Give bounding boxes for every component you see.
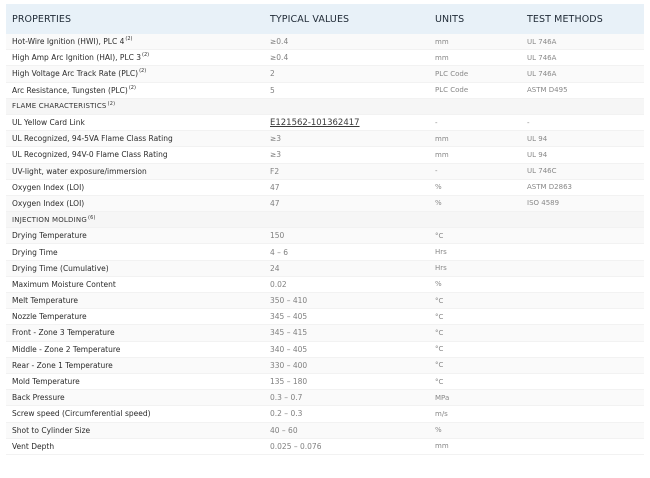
section-header-row	[6, 212, 644, 228]
typical-value-cell: 330 – 400	[264, 357, 429, 373]
unit-cell: °C	[429, 341, 521, 357]
property-cell	[6, 293, 264, 309]
table-row	[6, 114, 644, 130]
typical-value-cell[interactable]	[264, 114, 429, 130]
unit-cell: °C	[429, 293, 521, 309]
property-name: Drying Time (Cumulative)	[12, 263, 109, 273]
table-row	[6, 422, 644, 438]
unit-cell: Hrs	[429, 260, 521, 276]
test-method-cell: ASTM D495	[521, 82, 644, 98]
property-name: Oxygen Index (LOI)	[12, 198, 85, 208]
header-properties: PROPERTIES	[6, 4, 264, 34]
property-cell	[6, 390, 264, 406]
property-name: UL Recognized, 94V-0 Flame Class Rating	[12, 150, 168, 160]
property-cell	[6, 50, 264, 66]
test-method-cell	[521, 276, 644, 292]
unit-cell: mm	[429, 34, 521, 50]
table-row	[6, 131, 644, 147]
property-cell	[6, 179, 264, 195]
typical-value-cell: 2	[264, 66, 429, 82]
section-title	[6, 212, 644, 228]
footnote-marker: (6)	[87, 214, 96, 221]
property-cell	[6, 373, 264, 389]
test-method-cell: ISO 4589	[521, 195, 644, 211]
footnote-marker: (2)	[107, 101, 116, 108]
property-cell	[6, 82, 264, 98]
property-name: Middle - Zone 2 Temperature	[12, 344, 121, 354]
test-method-cell	[521, 406, 644, 422]
typical-value-cell: F2	[264, 163, 429, 179]
property-cell	[6, 276, 264, 292]
properties-table	[6, 4, 644, 455]
property-cell	[6, 422, 264, 438]
property-name: Screw speed (Circumferential speed)	[12, 409, 151, 419]
table-row	[6, 34, 644, 50]
unit-cell: PLC Code	[429, 82, 521, 98]
property-cell	[6, 260, 264, 276]
table-row	[6, 163, 644, 179]
property-name: Shot to Cylinder Size	[12, 425, 91, 435]
table-row	[6, 147, 644, 163]
ul-yellow-card-link[interactable]: E121562-101362417	[270, 117, 360, 128]
table-row	[6, 390, 644, 406]
typical-value-cell: 0.025 – 0.076	[264, 438, 429, 454]
unit-cell: Hrs	[429, 244, 521, 260]
property-name: UL Yellow Card Link	[12, 118, 85, 128]
test-method-cell	[521, 373, 644, 389]
typical-value-cell: 0.2 – 0.3	[264, 406, 429, 422]
property-cell	[6, 438, 264, 454]
property-cell	[6, 195, 264, 211]
property-cell	[6, 325, 264, 341]
test-method-cell	[521, 438, 644, 454]
typical-value-cell: 0.3 – 0.7	[264, 390, 429, 406]
property-name: Melt Temperature	[12, 296, 79, 306]
property-name: Nozzle Temperature	[12, 312, 87, 322]
property-cell	[6, 34, 264, 50]
section-title-text: INJECTION MOLDING	[12, 215, 87, 224]
test-method-cell: UL 94	[521, 131, 644, 147]
section-header-row	[6, 98, 644, 114]
property-name: Maximum Moisture Content	[12, 279, 116, 289]
footnote-marker: (2)	[125, 36, 133, 43]
typical-value-cell: ≥0.4	[264, 50, 429, 66]
test-method-cell	[521, 244, 644, 260]
table-row	[6, 325, 644, 341]
typical-value-cell: ≥3	[264, 147, 429, 163]
unit-cell: °C	[429, 357, 521, 373]
typical-value-cell: 350 – 410	[264, 293, 429, 309]
table-row	[6, 244, 644, 260]
typical-value-cell: 345 – 415	[264, 325, 429, 341]
typical-value-cell: 4 – 6	[264, 244, 429, 260]
table-row	[6, 66, 644, 82]
table-row	[6, 82, 644, 98]
typical-value-cell: 40 – 60	[264, 422, 429, 438]
typical-value-cell: 135 – 180	[264, 373, 429, 389]
unit-cell: mm	[429, 438, 521, 454]
unit-cell: %	[429, 422, 521, 438]
test-method-cell	[521, 260, 644, 276]
header-test-methods: TEST METHODS	[521, 4, 644, 34]
table-row	[6, 179, 644, 195]
table-header	[6, 4, 644, 34]
header-units: UNITS	[429, 4, 521, 34]
table-row	[6, 293, 644, 309]
unit-cell: °C	[429, 325, 521, 341]
unit-cell: °C	[429, 373, 521, 389]
table-row	[6, 341, 644, 357]
test-method-cell: UL 746A	[521, 50, 644, 66]
unit-cell: mm	[429, 131, 521, 147]
test-method-cell: UL 746C	[521, 163, 644, 179]
test-method-cell	[521, 293, 644, 309]
unit-cell: PLC Code	[429, 66, 521, 82]
property-name: Vent Depth	[12, 441, 55, 451]
table-row	[6, 438, 644, 454]
unit-cell: mm	[429, 147, 521, 163]
test-method-cell	[521, 341, 644, 357]
footnote-marker: (2)	[142, 52, 150, 59]
table-row	[6, 50, 644, 66]
property-name: UV-light, water exposure/immersion	[12, 166, 147, 176]
unit-cell: -	[429, 114, 521, 130]
test-method-cell	[521, 228, 644, 244]
test-method-cell	[521, 357, 644, 373]
typical-value-cell: ≥3	[264, 131, 429, 147]
unit-cell: -	[429, 163, 521, 179]
property-cell	[6, 357, 264, 373]
header-row	[6, 4, 644, 34]
typical-value-cell: 24	[264, 260, 429, 276]
typical-value-cell: 150	[264, 228, 429, 244]
typical-value-cell: 340 – 405	[264, 341, 429, 357]
table-row	[6, 309, 644, 325]
property-name: High Amp Arc Ignition (HAI), PLC 3	[12, 53, 142, 63]
unit-cell: °C	[429, 309, 521, 325]
test-method-cell: ASTM D2863	[521, 179, 644, 195]
test-method-cell: UL 746A	[521, 66, 644, 82]
property-cell	[6, 309, 264, 325]
table-row	[6, 373, 644, 389]
property-cell	[6, 66, 264, 82]
property-cell	[6, 228, 264, 244]
property-name: High Voltage Arc Track Rate (PLC)	[12, 69, 139, 79]
property-name: Front - Zone 3 Temperature	[12, 328, 115, 338]
typical-value-cell: 47	[264, 195, 429, 211]
property-name: Hot-Wire Ignition (HWI), PLC 4	[12, 37, 125, 47]
section-title	[6, 98, 644, 114]
typical-value-cell: 47	[264, 179, 429, 195]
test-method-cell	[521, 422, 644, 438]
property-name: Mold Temperature	[12, 377, 80, 387]
test-method-cell	[521, 390, 644, 406]
test-method-cell	[521, 309, 644, 325]
property-name: Drying Time	[12, 247, 58, 257]
property-cell	[6, 114, 264, 130]
unit-cell: mm	[429, 50, 521, 66]
test-method-cell: UL 94	[521, 147, 644, 163]
header-typical-values: TYPICAL VALUES	[264, 4, 429, 34]
unit-cell: MPa	[429, 390, 521, 406]
test-method-cell	[521, 325, 644, 341]
typical-value-cell: 345 – 405	[264, 309, 429, 325]
property-name: Rear - Zone 1 Temperature	[12, 360, 113, 370]
property-cell	[6, 341, 264, 357]
property-name: Back Pressure	[12, 393, 65, 403]
unit-cell: %	[429, 179, 521, 195]
test-method-cell: UL 746A	[521, 34, 644, 50]
unit-cell: °C	[429, 228, 521, 244]
property-name: Drying Temperature	[12, 231, 87, 241]
property-cell	[6, 147, 264, 163]
property-name: Oxygen Index (LOI)	[12, 182, 85, 192]
typical-value-cell: 5	[264, 82, 429, 98]
typical-value-cell: 0.02	[264, 276, 429, 292]
typical-value-cell: ≥0.4	[264, 34, 429, 50]
table-row	[6, 357, 644, 373]
property-cell	[6, 244, 264, 260]
unit-cell: %	[429, 276, 521, 292]
unit-cell: %	[429, 195, 521, 211]
footnote-marker: (2)	[128, 84, 136, 91]
table-row	[6, 228, 644, 244]
table-row	[6, 195, 644, 211]
property-cell	[6, 163, 264, 179]
section-title-text: FLAME CHARACTERISTICS	[12, 102, 107, 111]
table-row	[6, 260, 644, 276]
property-name: Arc Resistance, Tungsten (PLC)	[12, 85, 128, 95]
table-body	[6, 34, 644, 454]
unit-cell: m/s	[429, 406, 521, 422]
table-row	[6, 406, 644, 422]
table-row	[6, 276, 644, 292]
property-name: UL Recognized, 94-5VA Flame Class Rating	[12, 134, 173, 144]
footnote-marker: (2)	[139, 68, 147, 75]
test-method-cell: -	[521, 114, 644, 130]
property-cell	[6, 131, 264, 147]
property-cell	[6, 406, 264, 422]
